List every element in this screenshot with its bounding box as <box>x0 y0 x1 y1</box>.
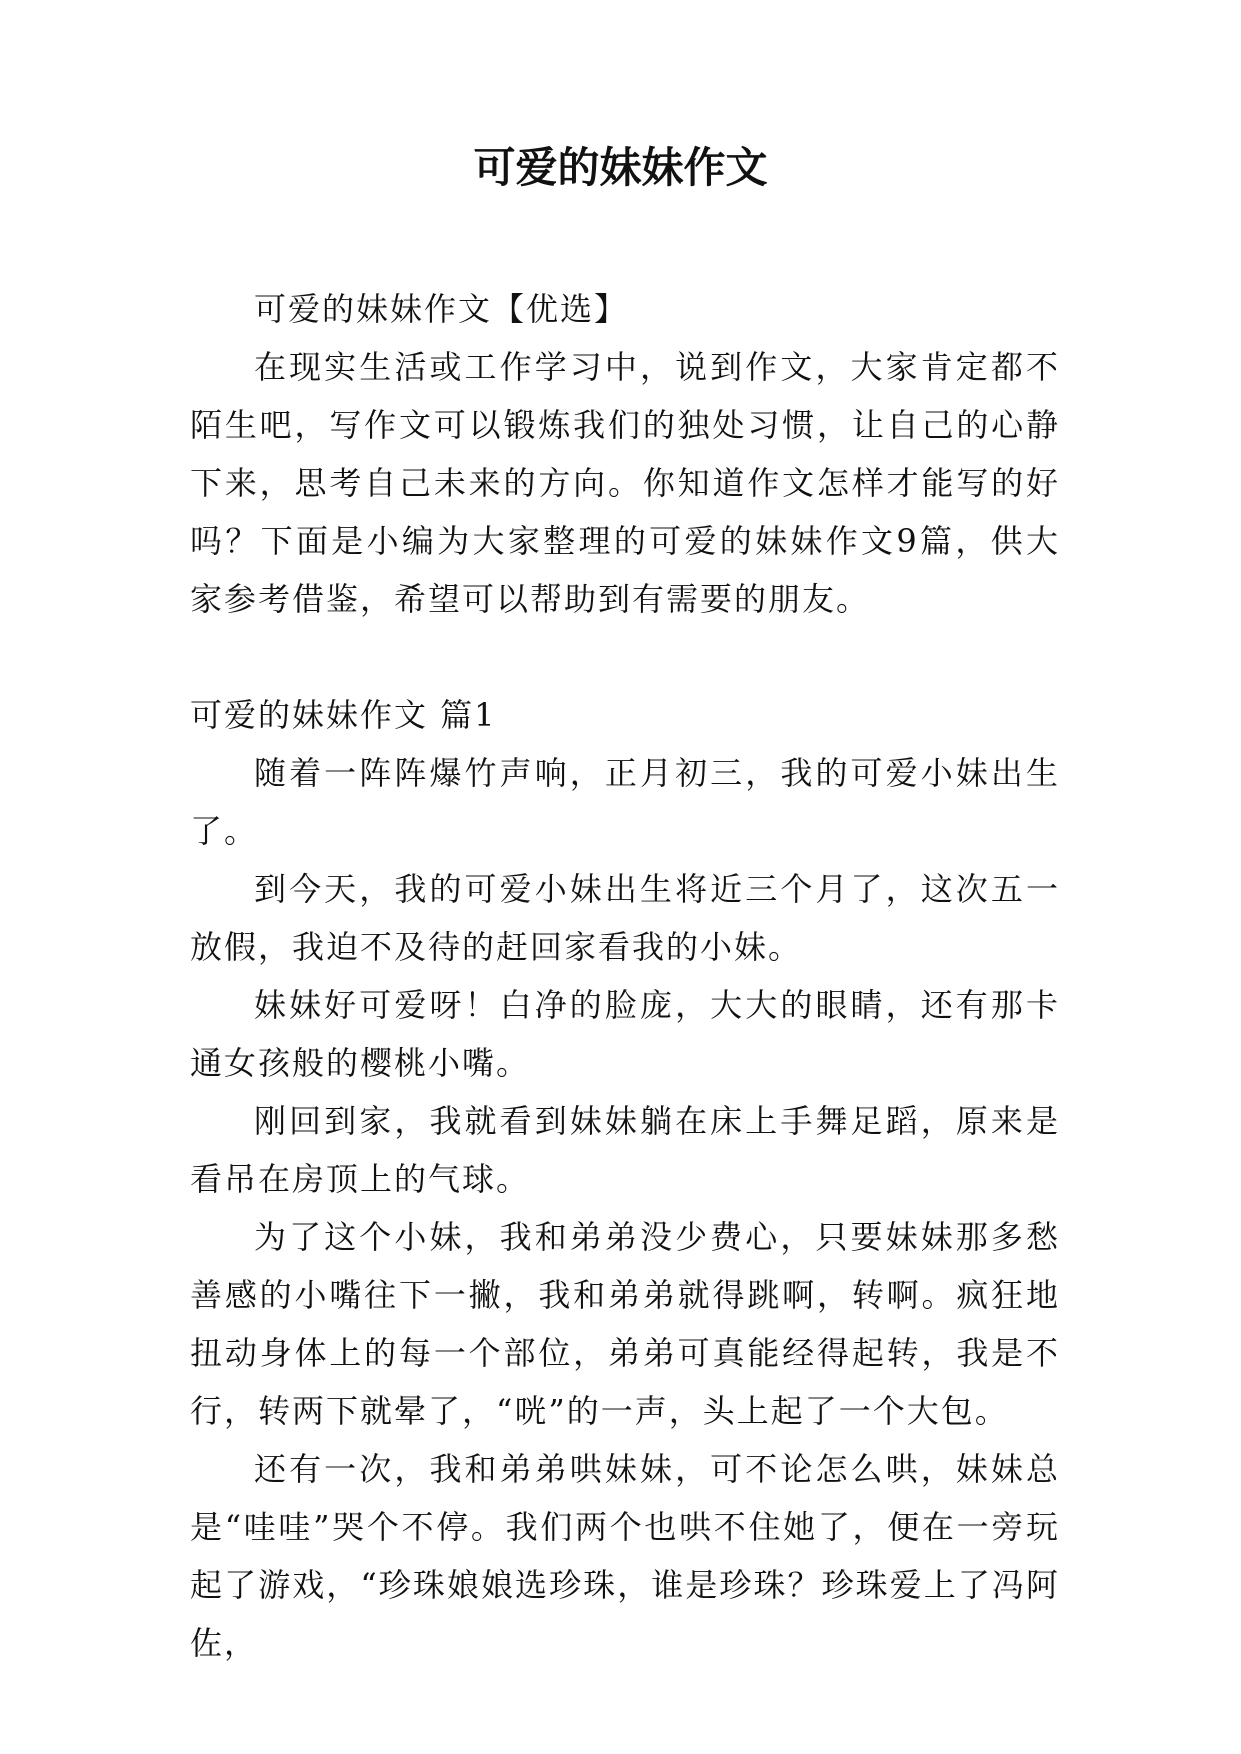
section-heading: 可爱的妹妹作文 篇1 <box>190 696 497 734</box>
intro-paragraph: 在现实生活或工作学习中，说到作文，大家肯定都不陌生吧，写作文可以锻炼我们的独处习惯，让自己的心静下来，思考自己未来的方向。你知道作文怎样才能写的好吗？下面是小编为大家整理的可爱的妹妹作文9篇，供大家参考借鉴，希望可以帮助到有需要的朋友。 <box>190 348 1060 618</box>
body-paragraph: 刚回到家，我就看到妹妹躺在床上手舞足蹈，原来是看吊在房顶上的气球。 <box>190 1102 1060 1198</box>
document-title: 可爱的妹妹作文 <box>473 143 768 192</box>
document-subtitle: 可爱的妹妹作文【优选】 <box>254 290 629 328</box>
section-spacer <box>190 628 1060 686</box>
body-paragraph: 为了这个小妹，我和弟弟没少费心，只要妹妹那多愁善感的小嘴往下一撇，我和弟弟就得跳啊，转啊。疯狂地扭动身体上的每一个部位，弟弟可真能经得起转，我是不行，转两下就晕了，“咣”的一声，头上起了一个大包。 <box>190 1218 1060 1430</box>
body-paragraph: 还有一次，我和弟弟哄妹妹，可不论怎么哄，妹妹总是“哇哇”哭个不停。我们两个也哄不住她了，便在一旁玩起了游戏，“珍珠娘娘选珍珠，谁是珍珠？珍珠爱上了冯阿佐， <box>190 1450 1060 1662</box>
document-body <box>190 280 1060 1672</box>
body-paragraph: 妹妹好可爱呀！白净的脸庞，大大的眼睛，还有那卡通女孩般的樱桃小嘴。 <box>190 986 1060 1082</box>
body-paragraph: 随着一阵阵爆竹声响，正月初三，我的可爱小妹出生了。 <box>190 754 1060 850</box>
body-paragraph: 到今天，我的可爱小妹出生将近三个月了，这次五一放假，我迫不及待的赶回家看我的小妹。 <box>190 870 1060 966</box>
